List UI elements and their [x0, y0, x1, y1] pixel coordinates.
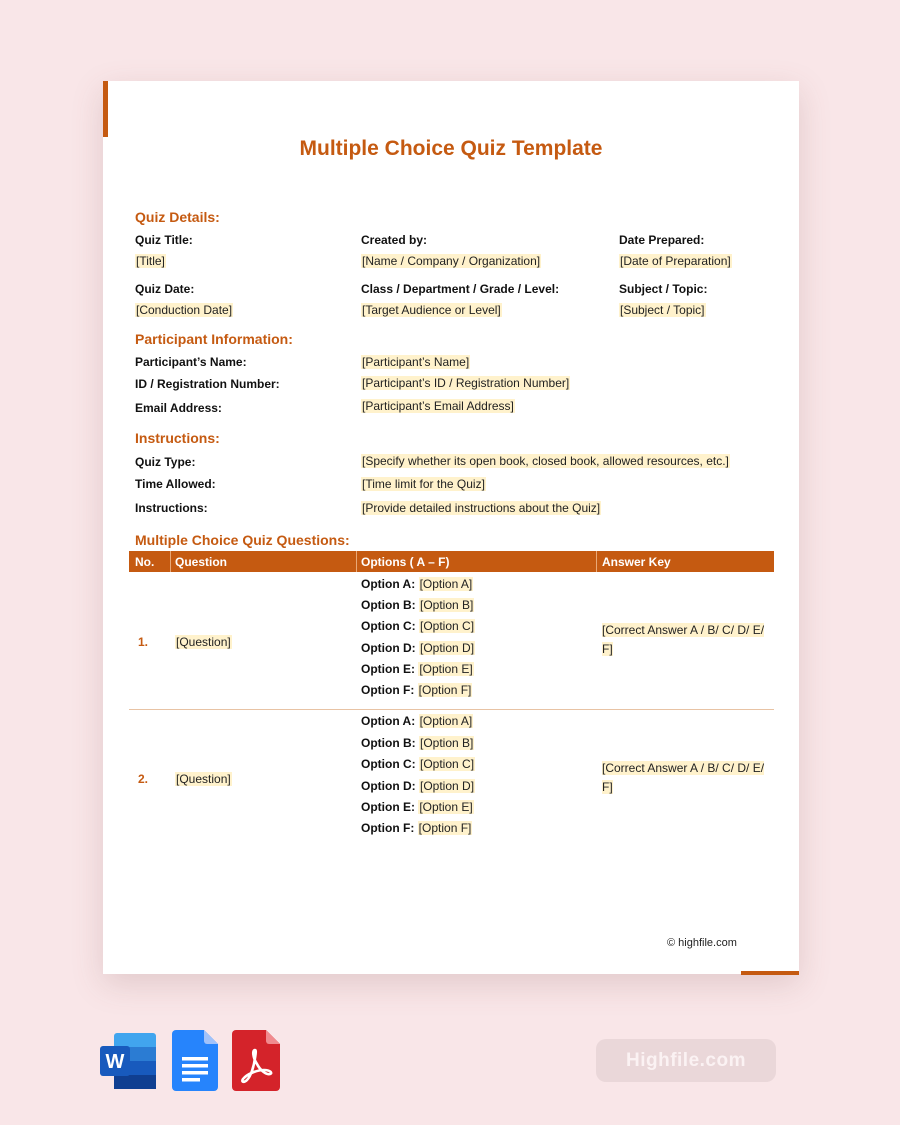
- created-by-value: [Name / Company / Organization]: [362, 254, 541, 268]
- column-header-no: No.: [135, 555, 155, 569]
- question-number: 1.: [138, 635, 149, 649]
- question-number: 2.: [138, 772, 149, 786]
- time-allowed-label: Time Allowed:: [135, 477, 216, 491]
- time-allowed-value: [Time limit for the Quiz]: [362, 477, 485, 491]
- pdf-icon[interactable]: [232, 1030, 280, 1091]
- questions-heading: Multiple Choice Quiz Questions:: [135, 532, 350, 548]
- participant-name-label: Participant’s Name:: [135, 355, 247, 369]
- column-header-options: Options ( A – F): [361, 555, 450, 569]
- option-f: Option F: [Option F]: [361, 683, 472, 697]
- quiz-type-label: Quiz Type:: [135, 455, 196, 469]
- participant-email-label: Email Address:: [135, 401, 222, 415]
- column-divider: [596, 551, 597, 572]
- option-d: Option D: [Option D]: [361, 779, 475, 793]
- instructions-value: [Provide detailed instructions about the Quiz]: [362, 501, 601, 515]
- accent-bar-top: [103, 81, 108, 137]
- question-text: [Question]: [176, 635, 231, 649]
- participant-id-label: ID / Registration Number:: [135, 377, 280, 391]
- option-e: Option E: [Option E]: [361, 800, 473, 814]
- quiz-date-value: [Conduction Date]: [136, 303, 233, 317]
- instructions-heading: Instructions:: [135, 430, 220, 446]
- participant-email-value: [Participant’s Email Address]: [362, 399, 514, 413]
- document-title: Multiple Choice Quiz Template: [299, 137, 603, 160]
- column-header-question: Question: [175, 555, 228, 569]
- subject-topic-value: [Subject / Topic]: [620, 303, 705, 317]
- subject-topic-label: Subject / Topic:: [619, 282, 708, 296]
- option-b: Option B: [Option B]: [361, 736, 474, 750]
- word-icon[interactable]: [100, 1031, 158, 1091]
- answer-key: [Correct Answer A / B/ C/ D/ E/ F]: [602, 761, 765, 794]
- row-divider: [129, 709, 774, 710]
- column-header-answer-key: Answer Key: [602, 555, 671, 569]
- column-divider: [170, 551, 171, 572]
- instructions-label: Instructions:: [135, 501, 208, 515]
- class-level-label: Class / Department / Grade / Level:: [361, 282, 560, 296]
- option-f: Option F: [Option F]: [361, 821, 472, 835]
- copyright-text: © highfile.com: [667, 937, 737, 949]
- date-prepared-label: Date Prepared:: [619, 233, 705, 247]
- brand-badge[interactable]: Highfile.com: [596, 1039, 776, 1082]
- answer-key: [Correct Answer A / B/ C/ D/ E/ F]: [602, 623, 765, 656]
- column-divider: [356, 551, 357, 572]
- svg-text:W: W: [105, 1051, 125, 1073]
- option-e: Option E: [Option E]: [361, 662, 473, 676]
- date-prepared-value: [Date of Preparation]: [620, 254, 731, 268]
- option-a: Option A: [Option A]: [361, 714, 473, 728]
- participant-id-value: [Participant’s ID / Registration Number]: [362, 376, 570, 390]
- created-by-label: Created by:: [361, 233, 428, 247]
- quiz-date-label: Quiz Date:: [135, 282, 195, 296]
- quiz-title-label: Quiz Title:: [135, 233, 193, 247]
- option-d: Option D: [Option D]: [361, 641, 475, 655]
- participant-name-value: [Participant’s Name]: [362, 355, 470, 369]
- option-c: Option C: [Option C]: [361, 757, 475, 771]
- quiz-type-value: [Specify whether its open book, closed book, allowed resources, etc.]: [362, 454, 729, 468]
- accent-bar-bottom: [741, 971, 799, 975]
- class-level-value: [Target Audience or Level]: [362, 303, 501, 317]
- quiz-title-value: [Title]: [136, 254, 165, 268]
- google-docs-icon[interactable]: [172, 1030, 218, 1091]
- quiz-details-heading: Quiz Details:: [135, 209, 220, 225]
- option-c: Option C: [Option C]: [361, 619, 475, 633]
- option-b: Option B: [Option B]: [361, 598, 474, 612]
- participant-heading: Participant Information:: [135, 331, 293, 347]
- option-a: Option A: [Option A]: [361, 577, 473, 591]
- question-text: [Question]: [176, 772, 231, 786]
